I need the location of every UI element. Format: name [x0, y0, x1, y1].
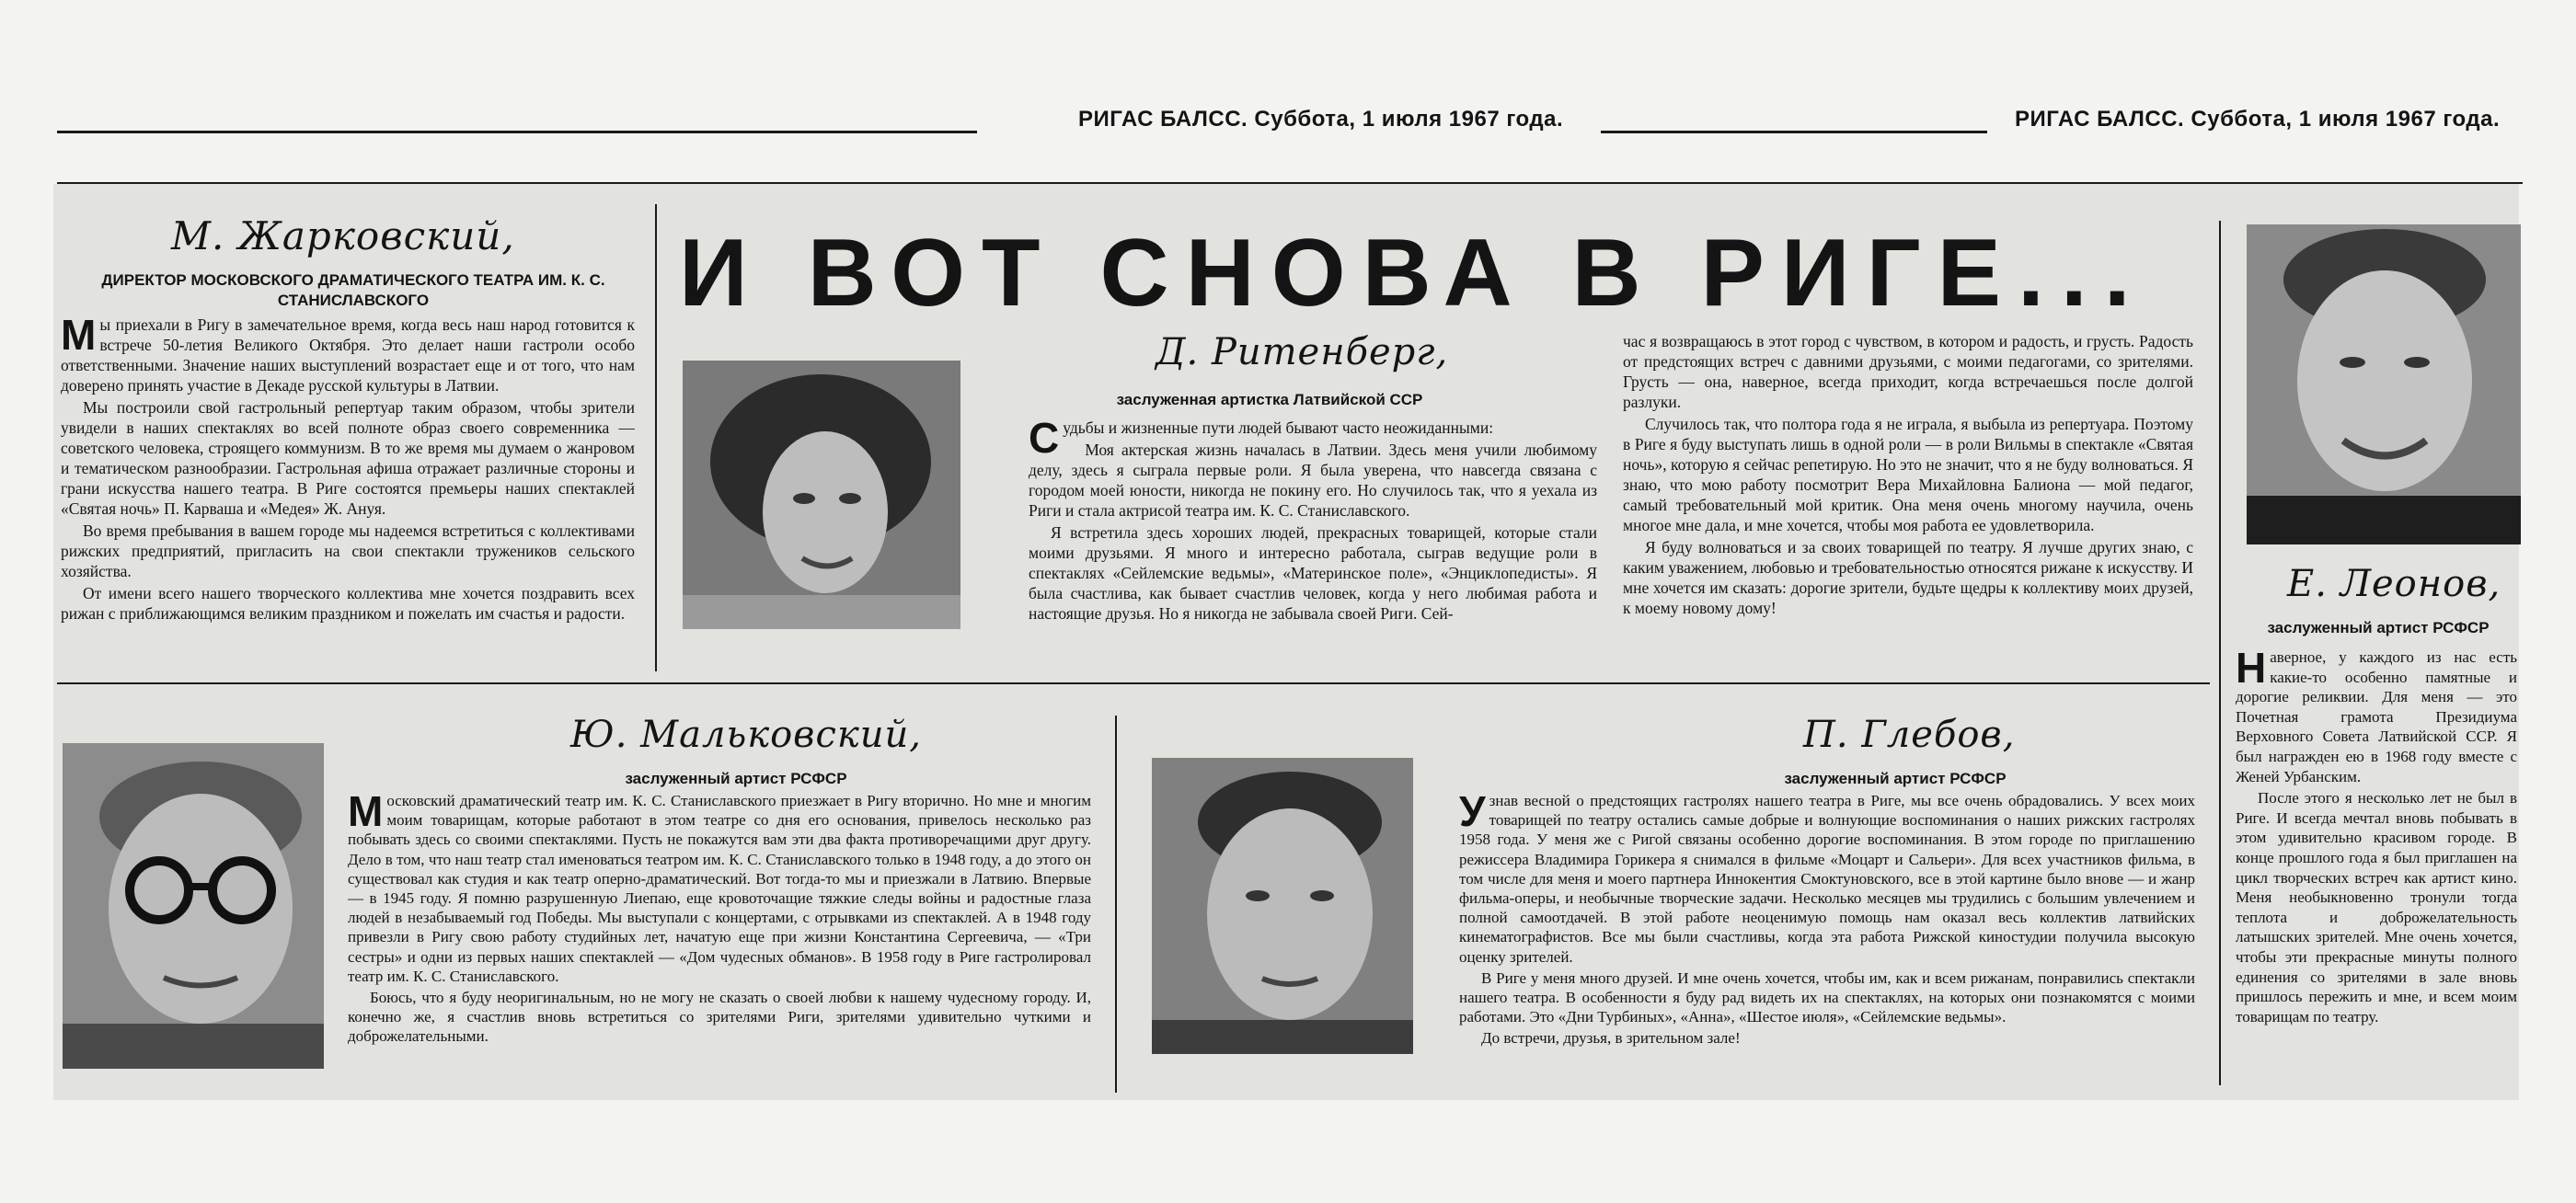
- leonov-text: [2236, 647, 2517, 1094]
- zharkovsky-signature: М. Жарковский,: [171, 213, 515, 258]
- rittenberg-paragraph-4: час я возвращаюсь в этот город с чувством, в котором и радость, и грусть. Радость от предстоящих встреч с давними друзьями, с моими педагогами, со зрителями. Грусть — она, наверное, всегда приходит, когда встречаешься после долгой разлуки.: [1623, 332, 2193, 411]
- zharkovsky-dropcap: М: [61, 315, 97, 359]
- leonov-photo: [2247, 224, 2521, 544]
- zharkovsky-paragraph-4: От имени всего нашего творческого коллектива мне хочется поздравить всех рижан с приближающимся великим праздником и пожелать им счастья и радости.: [61, 584, 635, 623]
- rittenberg-paragraph-3: Я встретила здесь хороших людей, прекрасных товарищей, которые стали моими друзьями. Я много и интересно работала, сыграв ведущие роли в спектаклях «Сейлемские ведьмы», «Материнское поле», «Энциклопедисты». Я была счастлива, как бывает счастлив человек, когда у него любимая работа и настоящие друзья. Но я никогда не забывала своей Риги. Сей-: [1029, 523, 1597, 623]
- glebov-dropcap: У: [1459, 791, 1486, 835]
- leonov-paragraph-1: аверное, у каждого из нас есть какие-то особенно памятные и дорогие реликвии. Для меня — это Почетная грамота Президиума Верховного Совета Латвийской ССР. Я был награжден ею в 1968 году вместе с Женей Урбанским.: [2236, 648, 2517, 785]
- zharkovsky-paragraph-1: ы приехали в Ригу в замечательное время, когда весь наш народ готовится к встрече 50-летия Великого Октября. Это делает наши гастроли особо ответственными. Значение наших выступлений возрастает еще и от того, что нам доверено принять участие в Декаде русской культуры в Латвии.: [61, 315, 635, 395]
- glebov-text: [1459, 791, 2195, 1094]
- masthead-rule-left: [57, 131, 977, 133]
- column-rule-3: [1115, 716, 1117, 1093]
- masthead-right: РИГАС БАЛСС. Суббота, 1 июля 1967 года.: [2015, 107, 2501, 132]
- rittenberg-role: заслуженная артистка Латвийской ССР: [1116, 391, 1423, 408]
- glebov-paragraph-2: В Риге у меня много друзей. И мне очень хочется, чтобы им, как и всем рижанам, понравились спектакли нашего театра. В особенности я буду рад видеть их на спектаклях, на которых они познакомятся с моими работами. Это «Дни Турбиных», «Анна», «Шестое июля», «Сейлемские ведьмы».: [1459, 968, 2195, 1026]
- rittenberg-signature: Д. Ритенберг,: [1156, 331, 1449, 373]
- rittenberg-dropcap: С: [1029, 418, 1060, 462]
- zharkovsky-paragraph-2: Мы построили свой гастрольный репертуар таким образом, чтобы зрители увидели в наших спектаклях во всей полноте образ своего современника — советского человека, строящего коммунизм. В то же время мы думаем о жанровом и тематическом разнообразии. Гастрольная афиша отражает различные стороны и грани искусства нашего театра. В Риге состоятся премьеры наших спектаклей «Святая ночь» П. Карваша и «Медея» Ж. Ануя.: [61, 398, 635, 518]
- rittenberg-paragraph-2: Моя актерская жизнь началась в Латвии. Здесь меня учили любимому делу, здесь я сыграла первые роли. Я была уверена, что навсегда связана с городом моей юности, никогда не покину его. Но случилось так, что я уехала из Риги и стала актрисой театра им. К. С. Станиславского.: [1029, 441, 1597, 520]
- rittenberg-text-col2: [1623, 331, 2193, 673]
- section-rule: [57, 682, 2210, 684]
- leonov-paragraph-2: После этого я несколько лет не был в Риге. И всегда мечтал вновь побывать в этом удивительно красивом городе. В конце прошлого года я был приглашен на цикл творческих встреч как артист кино. Меня необыкновенно тронули тогда теплота и доброжелательность латышских зрителей. Мне очень хочется, чтобы эти прекрасные минуты полного единения со зрителями в зале вновь пришлось пережить и мне, и всем моим товарищам по театру.: [2236, 789, 2517, 1025]
- zharkovsky-paragraph-3: Во время пребывания в вашем городе мы надеемся встретиться с коллективами рижских предприятий, пригласить на свои спектакли тружеников сельского хозяйства.: [61, 521, 635, 580]
- zharkovsky-text: [61, 315, 635, 670]
- malkovsky-paragraph-1: осковский драматический театр им. К. С. Станиславского приезжает в Ригу вторично. Но мне и многим моим товарищам, которые работают в этом театре со дня его основания, привелось несколько раз побывать здесь со своими спектаклями. Пусть не покажутся вам эти два факта противоречащими друг другу. Дело в том, что наш театр стал именоваться театром им. К. С. Станиславского только в 1948 году, а до этого он существовал как студия и как театр оперно-драматический. Вот тогда-то мы и приезжали в Латвию. Впервые — в 1945 году. Я помню разрушенную Лиепаю, еще кровоточащие тяжкие следы войны и радостные глаза людей в незабываемый год Победы. Мы выступали с концертами, с отрывками из спектаклей. А в 1948 году привезли в Ригу свою работу студийных лет, начатую еще при жизни Константина Сергеевича, — «Три сестры» и одни из первых наших спектаклей — «Дом чудесных обманов». В 1958 году в Риге гастролировал театр им. К. С. Станиславского.: [348, 792, 1091, 985]
- masthead-left: РИГАС БАЛСС. Суббота, 1 июля 1967 года.: [1078, 107, 1564, 132]
- malkovsky-photo: [63, 743, 324, 1069]
- malkovsky-dropcap: М: [348, 791, 384, 835]
- rittenberg-photo: [683, 361, 960, 629]
- headline: И ВОТ СНОВА В РИГЕ...: [679, 220, 2147, 327]
- leonov-signature: Е. Леонов,: [2287, 563, 2501, 605]
- leonov-dropcap: Н: [2236, 647, 2267, 692]
- masthead-rule-mid: [1601, 131, 1987, 133]
- rittenberg-paragraph-6: Я буду волноваться и за своих товарищей по театру. Я лучше других знаю, с каким уважением, любовью и требовательностью относятся рижане к искусству. И мне хочется им сказать: дорогие зрители, будьте щедры к коллективу моих друзей, к моему новому дому!: [1623, 538, 2193, 617]
- malkovsky-role: заслуженный артист РСФСР: [625, 770, 847, 787]
- glebov-photo: [1152, 758, 1413, 1054]
- malkovsky-text: [348, 791, 1091, 1094]
- rittenberg-paragraph-5: Случилось так, что полтора года я не играла, я выбыла из репертуара. Поэтому в Риге я буду выступать лишь в одной роли — в роли Вильмы в спектакле «Святая ночь», которую я сейчас репетирую. Но это не значит, что я не буду волноваться. Я знаю, что мою работу посмотрит Вера Михайловна Балиона — мой педагог, самый требовательный мой критик. Она меня очень многому научила, очень многое мне дала, и мне хочется, чтобы моя работа ее удовлетворила.: [1623, 415, 2193, 534]
- rittenberg-paragraph-1: удьбы и жизненные пути людей бывают часто неожиданными:: [1063, 418, 1494, 437]
- glebov-signature: П. Глебов,: [1803, 714, 2016, 756]
- malkovsky-paragraph-2: Боюсь, что я буду неоригинальным, но не могу не сказать о своей любви к нашему чудесному городу. И, конечно же, я счастлив вновь встретиться со зрителями Риги, зрителями удивительно чуткими и доброжелательными.: [348, 989, 1091, 1046]
- column-rule-2: [2219, 221, 2221, 1085]
- leonov-role: заслуженный артист РСФСР: [2267, 619, 2490, 636]
- glebov-paragraph-1: знав весной о предстоящих гастролях нашего театра в Риге, мы все очень обрадовались. У всех моих товарищей по театру остались самые добрые и волнующие воспоминания о наших рижских гастролях 1958 года. У меня же с Ригой связаны особенно дорогие воспоминания. В этом городе по приглашению режиссера Владимира Горикера я снимался в фильме «Моцарт и Сальери». Для всех участников фильма, в том числе для меня и моего партнера Иннокентия Смоктуновского, все в этой картине было внове — и жанр фильма-оперы, и необычные творческие задачи. Несколько месяцев мы трудились с большим увлечением и полной самоотдачей. В этой работе неоценимую помощь нам оказал весь коллектив латвийских кинематографистов. Все мы были счастливы, когда эта работа Рижской киностудии получила высокую оценку зрителей.: [1459, 792, 2195, 966]
- column-rule-1: [655, 204, 657, 671]
- rittenberg-text-col1: [1029, 418, 1597, 673]
- zharkovsky-role: ДИРЕКТОР МОСКОВСКОГО ДРАМАТИЧЕСКОГО ТЕАТРА ИМ. К. С. СТАНИСЛАВСКОГО: [101, 271, 605, 309]
- glebov-paragraph-3: До встречи, друзья, в зрительном зале!: [1481, 1029, 1741, 1048]
- top-rule: [57, 182, 2523, 184]
- malkovsky-signature: Ю. Мальковский,: [570, 714, 922, 756]
- glebov-role: заслуженный артист РСФСР: [1784, 770, 2007, 787]
